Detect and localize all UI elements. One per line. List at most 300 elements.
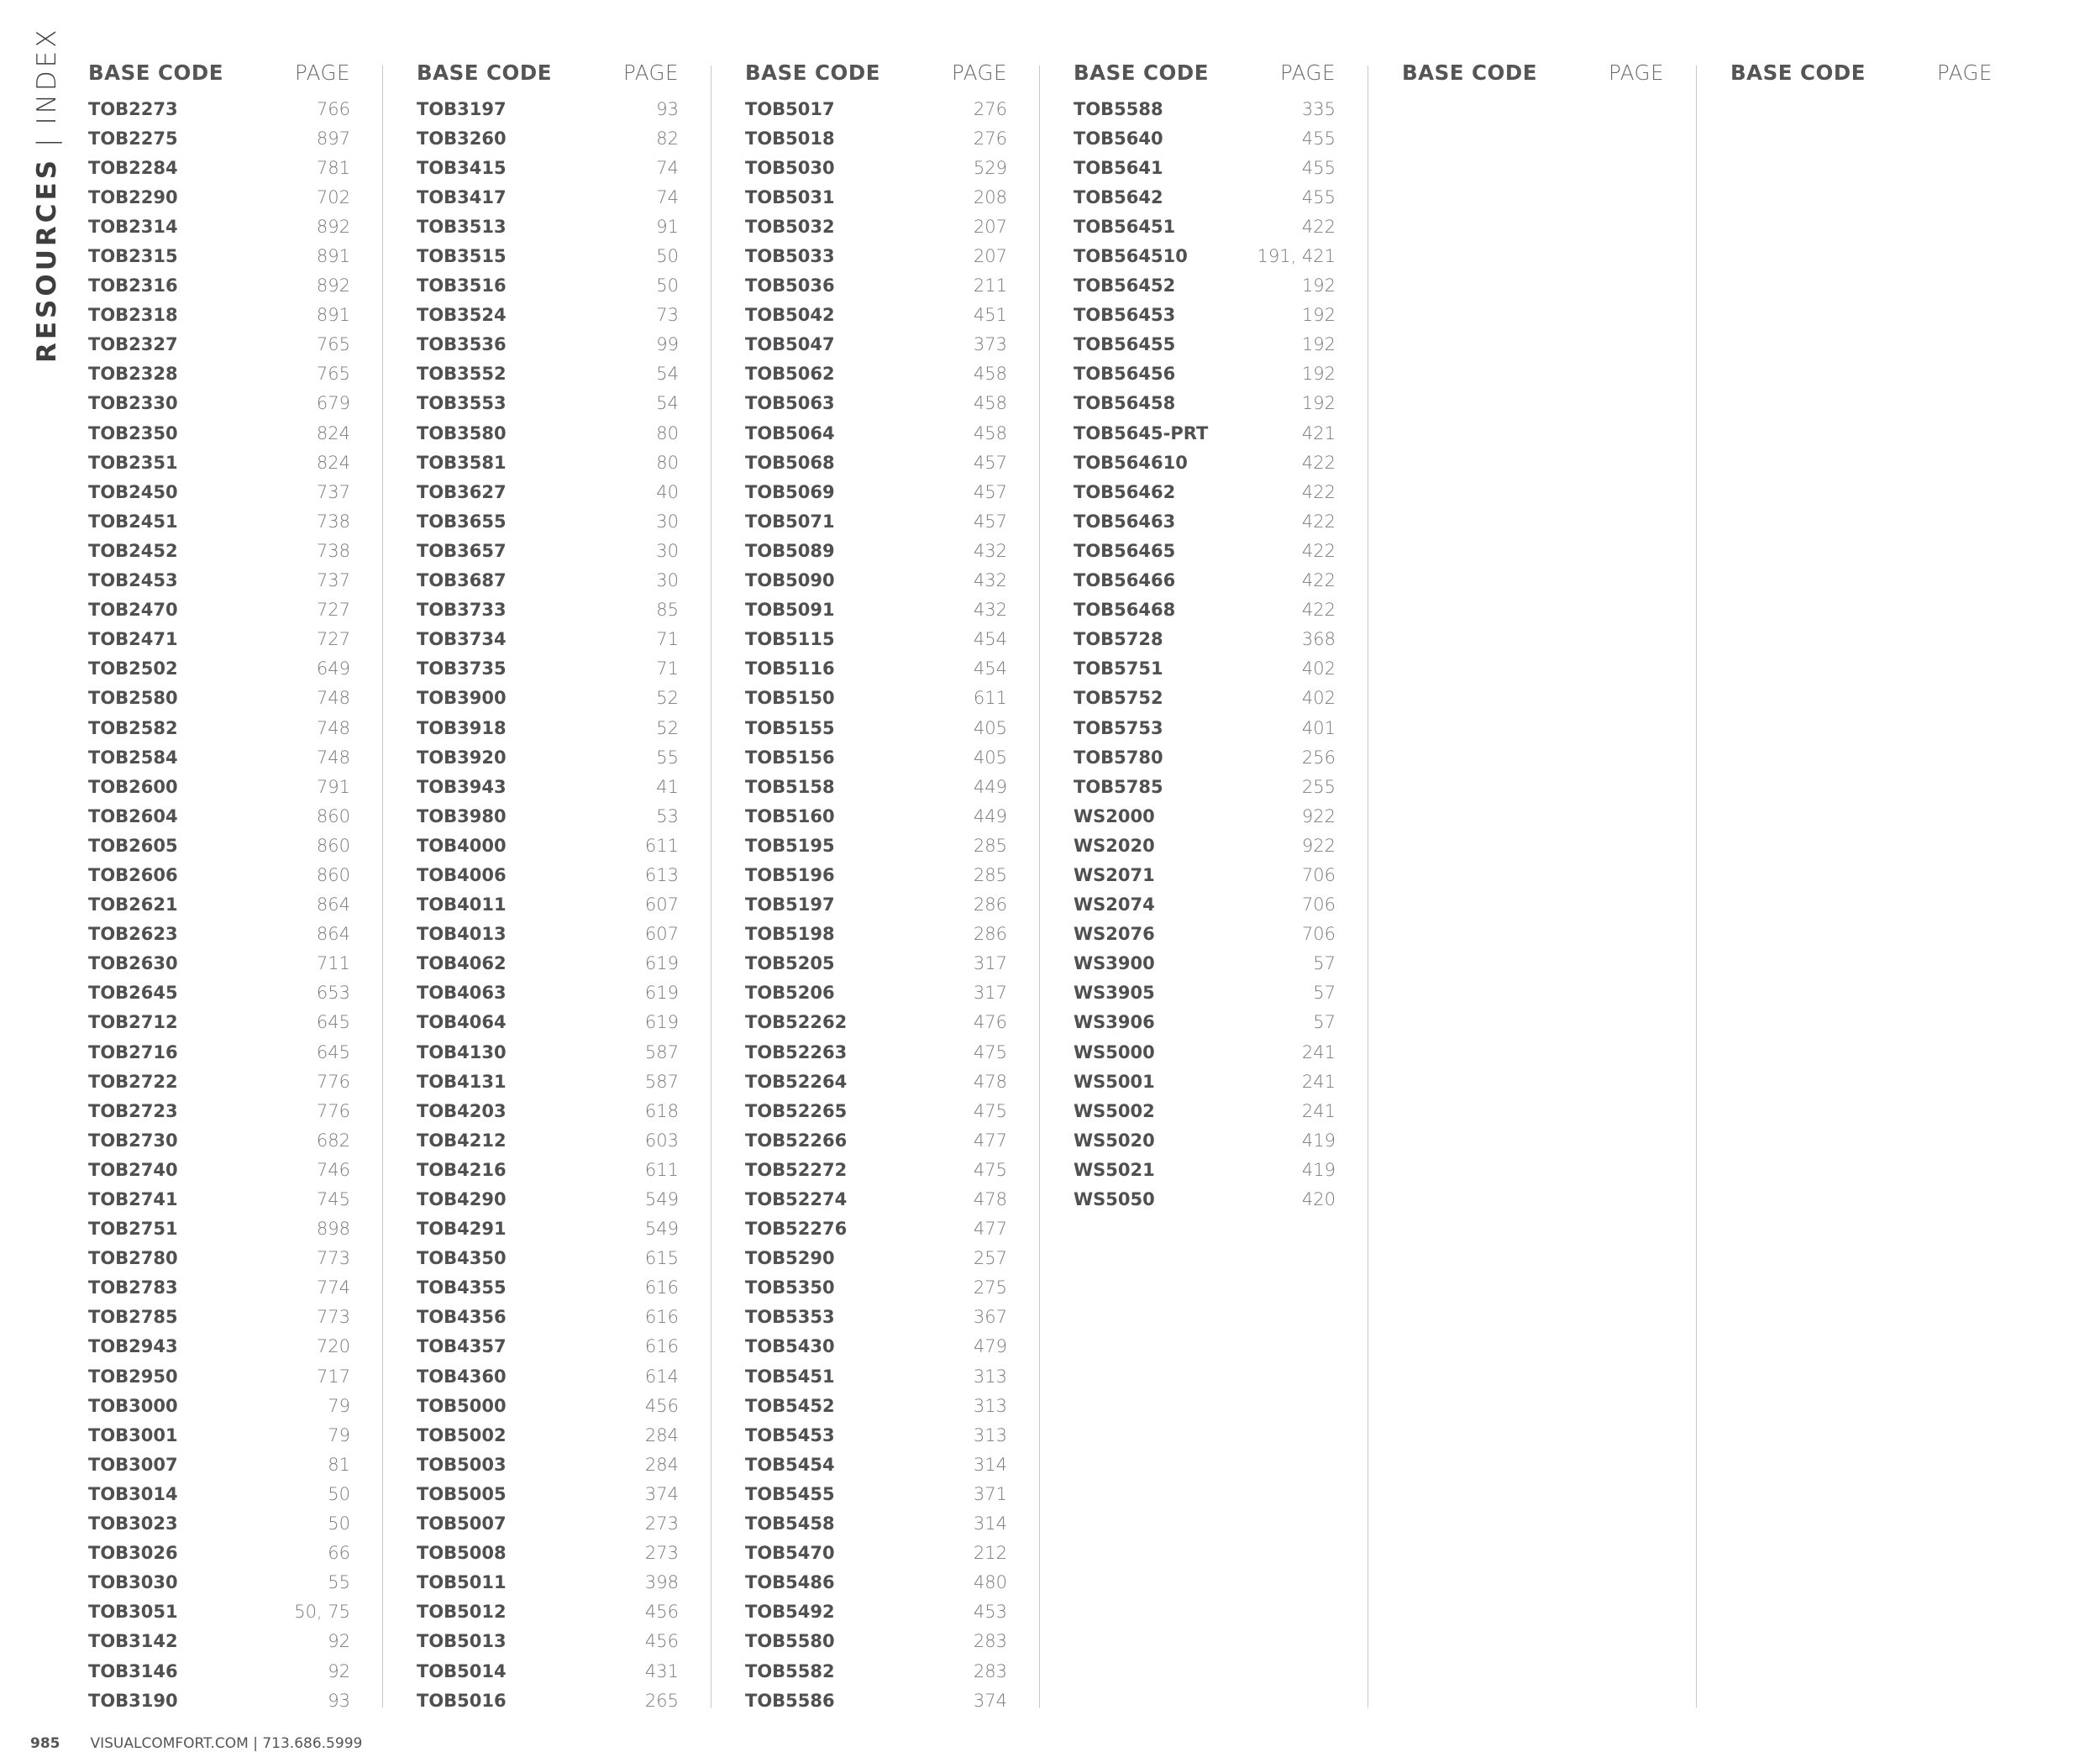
index-row: [417, 1303, 679, 1332]
page-ref: 587: [644, 1041, 679, 1062]
base-code: TOB4216: [417, 1159, 507, 1180]
header-page: PAGE: [951, 60, 1007, 85]
page-ref: 653: [316, 983, 350, 1004]
base-code: TOB4130: [417, 1041, 507, 1062]
page-ref: 208: [973, 186, 1007, 207]
page-ref: 57: [1313, 983, 1336, 1004]
page-ref: 645: [316, 1041, 350, 1062]
index-row: [88, 1509, 350, 1539]
page-ref: 737: [316, 481, 350, 502]
index-row: [1074, 123, 1336, 153]
base-code: TOB5453: [745, 1424, 835, 1445]
header-page: PAGE: [294, 60, 350, 85]
page-ref: 476: [973, 1012, 1007, 1033]
base-code: TOB2290: [88, 186, 178, 207]
index-row: [417, 949, 679, 978]
base-code: TOB3657: [417, 540, 507, 561]
base-code: TOB52274: [745, 1189, 848, 1210]
index-row: [417, 1568, 679, 1597]
base-code: TOB3197: [417, 98, 507, 119]
index-row: [88, 1273, 350, 1303]
base-code: WS3906: [1074, 1012, 1155, 1033]
page-ref: 398: [644, 1572, 679, 1593]
base-code: TOB3524: [417, 305, 507, 326]
index-row: [1074, 920, 1336, 949]
base-code: TOB5198: [745, 924, 835, 945]
page-ref: 276: [973, 98, 1007, 119]
base-code: TOB3417: [417, 186, 507, 207]
index-row: [1074, 182, 1336, 212]
page-ref: 897: [316, 128, 350, 149]
index-row: [88, 301, 350, 330]
base-code: TOB5036: [745, 275, 835, 296]
base-code: TOB3515: [417, 246, 507, 267]
page-ref: 55: [328, 1572, 350, 1593]
page-ref: 30: [656, 540, 679, 561]
page-ref: 766: [316, 98, 350, 119]
base-code: TOB5195: [745, 835, 835, 856]
page-ref: 611: [644, 835, 679, 856]
page-ref: 283: [973, 1631, 1007, 1652]
page-ref: 256: [1301, 747, 1336, 768]
page-ref: 275: [973, 1277, 1007, 1298]
index-row: [88, 1244, 350, 1273]
page-ref: 367: [973, 1307, 1007, 1328]
index-row: [88, 713, 350, 742]
page-ref: 402: [1301, 688, 1336, 709]
index-row: [1074, 860, 1336, 889]
index-row: [88, 860, 350, 889]
page-ref: 455: [1301, 128, 1336, 149]
index-row: [417, 1597, 679, 1627]
index-row: [417, 801, 679, 831]
index-row: [417, 241, 679, 270]
page-ref: 419: [1301, 1159, 1336, 1180]
index-row: [745, 271, 1007, 301]
index-row: [88, 212, 350, 241]
base-code: TOB56466: [1074, 570, 1176, 591]
base-code: WS3905: [1074, 983, 1155, 1004]
index-row: [88, 1627, 350, 1656]
index-row: [88, 1539, 350, 1568]
base-code: TOB3146: [88, 1660, 178, 1681]
page-ref: 748: [316, 717, 350, 738]
base-code: TOB5155: [745, 717, 835, 738]
index-row: [745, 595, 1007, 625]
base-code: TOB3553: [417, 393, 507, 414]
page-ref: 457: [973, 452, 1007, 473]
page-ref: 92: [328, 1660, 350, 1681]
page-ref: 74: [656, 157, 679, 178]
index-row: [417, 1008, 679, 1037]
column-divider: [382, 66, 383, 1707]
base-code: TOB2785: [88, 1307, 178, 1328]
index-row: [417, 1273, 679, 1303]
base-code: TOB3000: [88, 1395, 178, 1416]
index-row: [417, 860, 679, 889]
index-row: [745, 182, 1007, 212]
page-ref: 79: [328, 1424, 350, 1445]
index-row: [417, 1479, 679, 1508]
page-ref: 314: [973, 1513, 1007, 1534]
page-ref: 192: [1301, 275, 1336, 296]
page-ref: 717: [316, 1366, 350, 1387]
index-row: [417, 890, 679, 920]
base-code: TOB5090: [745, 570, 835, 591]
index-row: [1074, 831, 1336, 860]
index-row: [88, 506, 350, 536]
base-code: TOB5063: [745, 393, 835, 414]
index-row: [88, 448, 350, 477]
base-code: TOB2328: [88, 364, 178, 385]
base-code: TOB4357: [417, 1336, 507, 1357]
page-ref: 276: [973, 128, 1007, 149]
page-ref: 284: [644, 1424, 679, 1445]
base-code: TOB56455: [1074, 334, 1176, 355]
page-ref: 619: [644, 953, 679, 974]
base-code: TOB52276: [745, 1219, 848, 1240]
base-code: TOB2318: [88, 305, 178, 326]
index-row: [417, 625, 679, 654]
base-code: TOB5486: [745, 1572, 835, 1593]
base-code: TOB5047: [745, 334, 835, 355]
page-ref: 458: [973, 393, 1007, 414]
index-row: [417, 1125, 679, 1155]
page-ref: 618: [644, 1100, 679, 1121]
base-code: TOB5197: [745, 894, 835, 915]
base-code: WS5000: [1074, 1041, 1155, 1062]
base-code: TOB5089: [745, 540, 835, 561]
page-ref: 456: [644, 1602, 679, 1623]
base-code: TOB3516: [417, 275, 507, 296]
base-code: TOB5642: [1074, 186, 1163, 207]
base-code: TOB5205: [745, 953, 835, 974]
page-ref: 50, 75: [294, 1602, 350, 1623]
index-row: [88, 1568, 350, 1597]
index-row: [88, 595, 350, 625]
base-code: TOB3735: [417, 658, 507, 679]
base-code: TOB2315: [88, 246, 178, 267]
page-ref: 313: [973, 1424, 1007, 1445]
section-label-resources: RESOURCES: [32, 156, 62, 363]
base-code: TOB2314: [88, 216, 178, 237]
base-code: TOB2716: [88, 1041, 178, 1062]
index-row: [1074, 742, 1336, 772]
base-code: TOB4063: [417, 983, 507, 1004]
index-row: [417, 1361, 679, 1391]
index-row: [417, 418, 679, 448]
index-row: [745, 654, 1007, 684]
index-row: [417, 153, 679, 182]
page-ref: 54: [656, 393, 679, 414]
index-row: [745, 1627, 1007, 1656]
page-ref: 475: [973, 1041, 1007, 1062]
index-row: [745, 801, 1007, 831]
header-page: PAGE: [1936, 60, 1992, 85]
index-row: [88, 684, 350, 713]
page-ref: 57: [1313, 1012, 1336, 1033]
page-ref: 616: [644, 1307, 679, 1328]
base-code: TOB5728: [1074, 629, 1163, 650]
page-ref: 898: [316, 1219, 350, 1240]
index-row: [88, 1597, 350, 1627]
index-row: [88, 1214, 350, 1244]
index-row: [745, 1332, 1007, 1361]
page-ref: 71: [656, 629, 679, 650]
index-row: [745, 713, 1007, 742]
index-list: [745, 94, 1007, 1715]
index-row: [745, 1067, 1007, 1096]
index-row: [1074, 684, 1336, 713]
page-ref: 611: [644, 1159, 679, 1180]
base-code: TOB2722: [88, 1071, 178, 1092]
base-code: TOB4062: [417, 953, 507, 974]
page-ref: 431: [644, 1660, 679, 1681]
base-code: TOB5002: [417, 1424, 507, 1445]
column-header: [745, 60, 1007, 91]
page-ref: 374: [644, 1483, 679, 1504]
page-ref: 529: [973, 157, 1007, 178]
base-code: TOB2605: [88, 835, 178, 856]
index-row: [88, 1479, 350, 1508]
index-row: [1074, 772, 1336, 801]
index-row: [88, 153, 350, 182]
page-ref: 773: [316, 1307, 350, 1328]
page-ref: 711: [316, 953, 350, 974]
page-ref: 421: [1301, 422, 1336, 443]
base-code: TOB2327: [88, 334, 178, 355]
index-row: [88, 1656, 350, 1686]
index-row: [1074, 301, 1336, 330]
index-row: [417, 1656, 679, 1686]
base-code: WS5002: [1074, 1100, 1155, 1121]
index-row: [88, 1008, 350, 1037]
base-code: TOB5452: [745, 1395, 835, 1416]
base-code: TOB5030: [745, 157, 835, 178]
page-ref: 50: [328, 1483, 350, 1504]
page-ref: 286: [973, 924, 1007, 945]
page-ref: 891: [316, 305, 350, 326]
index-row: [88, 123, 350, 153]
base-code: WS5050: [1074, 1189, 1155, 1210]
index-row: [745, 1155, 1007, 1184]
index-row: [745, 241, 1007, 270]
page-ref: 52: [656, 688, 679, 709]
index-row: [1074, 625, 1336, 654]
page-ref: 192: [1301, 334, 1336, 355]
page-ref: 422: [1301, 481, 1336, 502]
base-code: TOB56452: [1074, 275, 1176, 296]
column-header: [417, 60, 679, 91]
index-row: [745, 1244, 1007, 1273]
base-code: TOB3980: [417, 805, 507, 826]
base-code: TOB4356: [417, 1307, 507, 1328]
base-code: TOB5641: [1074, 157, 1163, 178]
page-ref: 66: [328, 1543, 350, 1564]
base-code: TOB2330: [88, 393, 178, 414]
index-row: [1074, 1184, 1336, 1214]
base-code: TOB3687: [417, 570, 507, 591]
page-ref: 478: [973, 1071, 1007, 1092]
index-row: [88, 1303, 350, 1332]
page-ref: 453: [973, 1602, 1007, 1623]
index-row: [88, 1125, 350, 1155]
index-row: [417, 772, 679, 801]
index-row: [1074, 153, 1336, 182]
header-base-code: BASE CODE: [88, 60, 223, 85]
base-code: TOB2452: [88, 540, 178, 561]
base-code: TOB3552: [417, 364, 507, 385]
index-row: [88, 1155, 350, 1184]
index-row: [1074, 1096, 1336, 1125]
index-row: [745, 123, 1007, 153]
base-code: TOB4011: [417, 894, 507, 915]
base-code: TOB2604: [88, 805, 178, 826]
page-ref: 475: [973, 1159, 1007, 1180]
column-header: [88, 60, 350, 91]
base-code: TOB4131: [417, 1071, 507, 1092]
base-code: TOB3014: [88, 1483, 178, 1504]
page-ref: 860: [316, 835, 350, 856]
index-row: [1074, 271, 1336, 301]
base-code: TOB5014: [417, 1660, 507, 1681]
index-row: [1074, 949, 1336, 978]
index-row: [745, 1184, 1007, 1214]
page-ref: 432: [973, 600, 1007, 621]
index-row: [745, 1303, 1007, 1332]
base-code: TOB2645: [88, 983, 178, 1004]
base-code: TOB3260: [417, 128, 507, 149]
base-code: TOB5645-PRT: [1074, 422, 1209, 443]
index-row: [417, 1539, 679, 1568]
page-ref: 422: [1301, 511, 1336, 532]
page-ref: 451: [973, 305, 1007, 326]
base-code: TOB5451: [745, 1366, 835, 1387]
page-ref: 273: [644, 1543, 679, 1564]
base-code: WS2071: [1074, 864, 1155, 885]
base-code: TOB5458: [745, 1513, 835, 1534]
page-ref: 603: [644, 1130, 679, 1151]
index-row: [745, 448, 1007, 477]
page-ref: 781: [316, 157, 350, 178]
base-code: TOB3001: [88, 1424, 178, 1445]
page-ref: 41: [656, 776, 679, 797]
index-row: [88, 241, 350, 270]
page-ref: 371: [973, 1483, 1007, 1504]
base-code: TOB5071: [745, 511, 835, 532]
page-ref: 449: [973, 805, 1007, 826]
base-code: TOB5160: [745, 805, 835, 826]
base-code: WS2074: [1074, 894, 1155, 915]
index-row: [88, 1420, 350, 1450]
index-row: [1074, 1155, 1336, 1184]
column-divider: [1696, 66, 1697, 1707]
index-row: [417, 713, 679, 742]
page-ref: 422: [1301, 570, 1336, 591]
index-row: [88, 654, 350, 684]
page-ref: 746: [316, 1159, 350, 1180]
base-code: TOB5785: [1074, 776, 1163, 797]
page-ref: 55: [656, 747, 679, 768]
base-code: TOB5033: [745, 246, 835, 267]
base-code: WS5021: [1074, 1159, 1155, 1180]
page-ref: 791: [316, 776, 350, 797]
page-ref: 607: [644, 924, 679, 945]
page-ref: 313: [973, 1366, 1007, 1387]
page-ref: 54: [656, 364, 679, 385]
page-ref: 587: [644, 1071, 679, 1092]
base-code: TOB3513: [417, 216, 507, 237]
base-code: WS5020: [1074, 1130, 1155, 1151]
base-code: TOB3655: [417, 511, 507, 532]
base-code: WS2020: [1074, 835, 1155, 856]
page-ref: 549: [644, 1219, 679, 1240]
index-row: [417, 566, 679, 595]
base-code: TOB3536: [417, 334, 507, 355]
page-ref: 207: [973, 246, 1007, 267]
page-ref: 313: [973, 1395, 1007, 1416]
base-code: TOB2751: [88, 1219, 178, 1240]
page-number: 985: [30, 1735, 60, 1752]
page-ref: 432: [973, 570, 1007, 591]
page-ref: 207: [973, 216, 1007, 237]
index-row: [745, 1214, 1007, 1244]
page-ref: 405: [973, 747, 1007, 768]
index-row: [88, 1332, 350, 1361]
page-ref: 477: [973, 1130, 1007, 1151]
index-row: [88, 772, 350, 801]
base-code: TOB5454: [745, 1454, 835, 1475]
base-code: TOB2943: [88, 1336, 178, 1357]
page-ref: 479: [973, 1336, 1007, 1357]
page-ref: 922: [1301, 835, 1336, 856]
base-code: TOB2950: [88, 1366, 178, 1387]
base-code: TOB2623: [88, 924, 178, 945]
page-ref: 317: [973, 953, 1007, 974]
index-row: [745, 1391, 1007, 1420]
page-ref: 720: [316, 1336, 350, 1357]
base-code: TOB5013: [417, 1631, 507, 1652]
base-code: WS5001: [1074, 1071, 1155, 1092]
page-ref: 454: [973, 658, 1007, 679]
page-ref: 335: [1301, 98, 1336, 119]
index-row: [417, 1067, 679, 1096]
base-code: TOB4350: [417, 1248, 507, 1269]
base-code: TOB5751: [1074, 658, 1163, 679]
page-ref: 860: [316, 805, 350, 826]
index-row: [1074, 359, 1336, 389]
base-code: TOB52265: [745, 1100, 848, 1121]
base-code: TOB2502: [88, 658, 178, 679]
base-code: TOB5011: [417, 1572, 507, 1593]
base-code: TOB5430: [745, 1336, 835, 1357]
base-code: TOB5069: [745, 481, 835, 502]
base-code: TOB2453: [88, 570, 178, 591]
page-ref: 255: [1301, 776, 1336, 797]
header-page: PAGE: [622, 60, 679, 85]
page-ref: 241: [1301, 1071, 1336, 1092]
page-ref: 420: [1301, 1189, 1336, 1210]
base-code: TOB5115: [745, 629, 835, 650]
page-ref: 192: [1301, 305, 1336, 326]
base-code: TOB5196: [745, 864, 835, 885]
page-ref: 402: [1301, 658, 1336, 679]
index-row: [417, 359, 679, 389]
page-ref: 456: [644, 1631, 679, 1652]
base-code: TOB56451: [1074, 216, 1176, 237]
index-row: [745, 684, 1007, 713]
index-row: [1074, 448, 1336, 477]
